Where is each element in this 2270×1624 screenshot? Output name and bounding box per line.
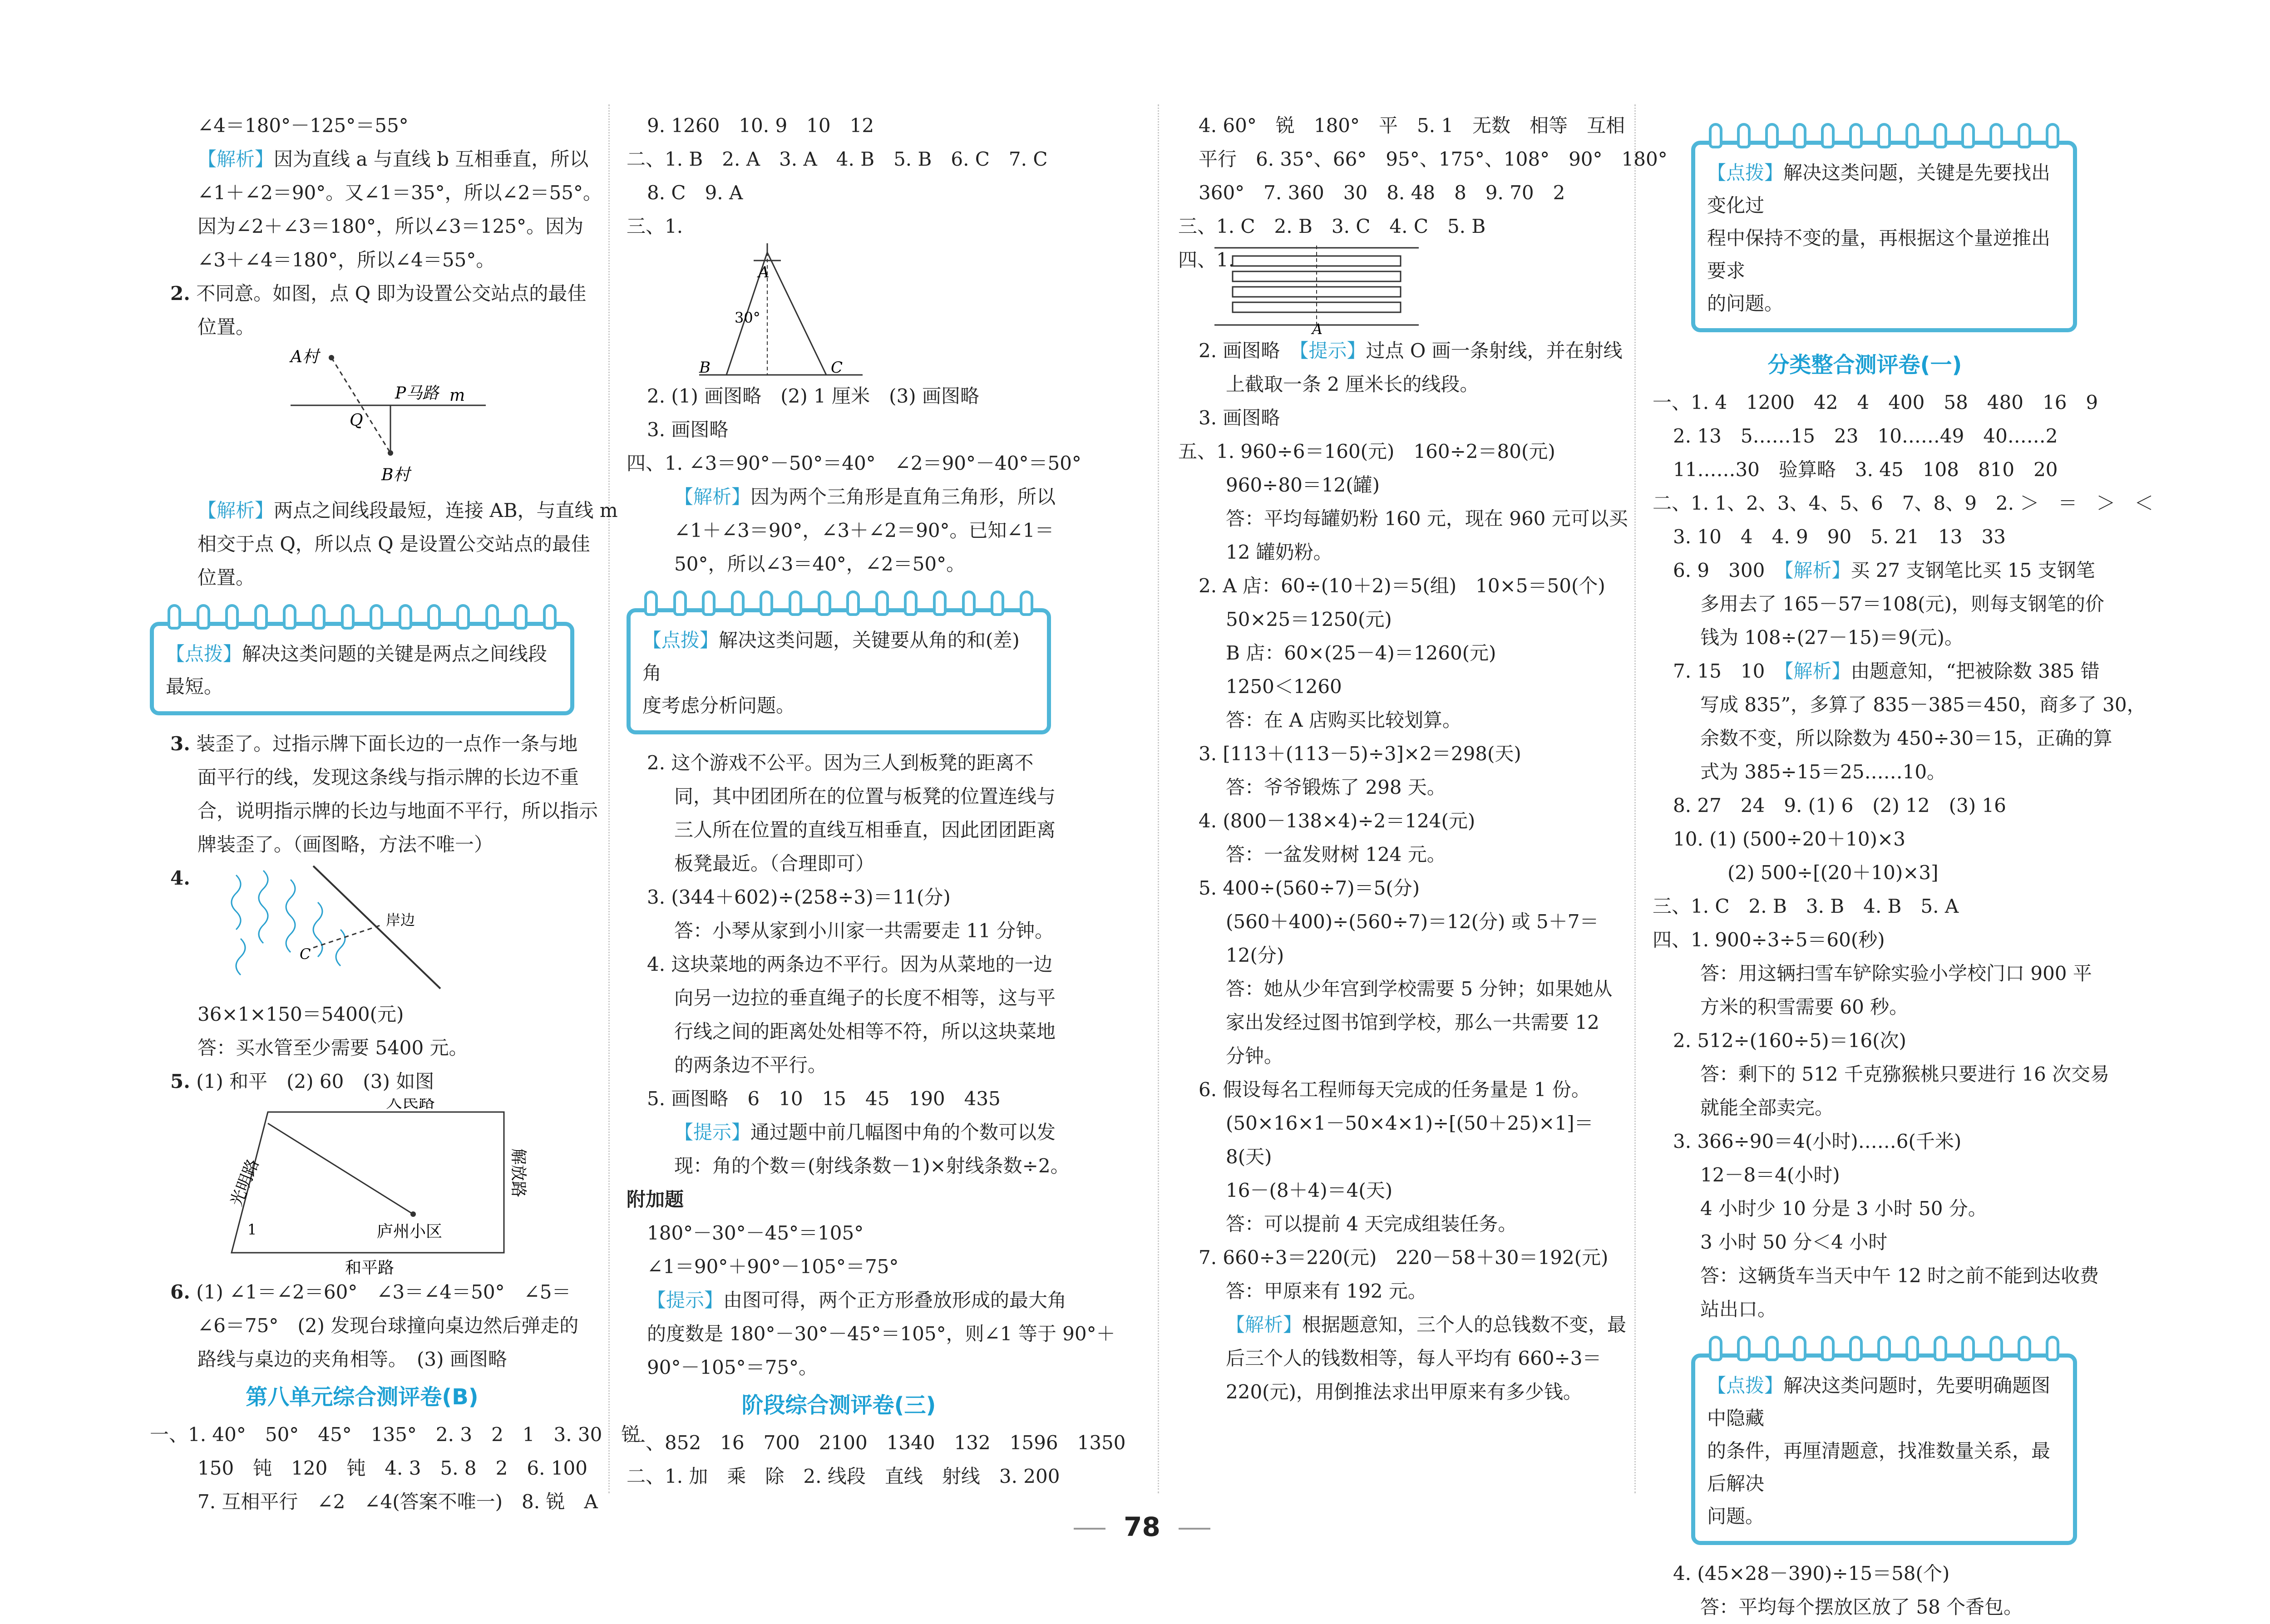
column-1	[150, 109, 641, 1519]
bus-stop-diagram	[150, 344, 574, 494]
answer-line: 答：可以提前 4 天完成组装任务。	[1226, 1213, 1517, 1235]
answer-line: 的两条边不平行。	[674, 1054, 827, 1076]
tip-box	[627, 608, 1051, 734]
answer-line: 3. (344＋602)÷(258÷3)＝11(分)	[647, 886, 951, 908]
answer-line: 行线之间的距离处处相等不符，所以这块菜地	[674, 1020, 1056, 1043]
answer-line	[627, 1284, 1067, 1317]
answer-line: 2. 512÷(160÷5)＝16(次)	[1673, 1029, 1906, 1052]
answer-line: 位置。	[197, 316, 255, 338]
answer-line: 分钟。	[1226, 1045, 1283, 1067]
community-label: 庐州小区	[377, 1222, 443, 1241]
answer-line: 三人所在位置的直线互相垂直，因此团团距离	[674, 819, 1056, 841]
answer-line: 1250＜1260	[1226, 675, 1342, 698]
answer-line	[150, 494, 618, 527]
section-title: 第八单元综合测评卷(B)	[246, 1384, 479, 1410]
answer-line: 3. [113＋(113－5)÷3]×2＝298(天)	[1199, 743, 1521, 765]
answer-line: B 店：60×(25－4)＝1260(元)	[1226, 642, 1496, 664]
question-number: 5.	[170, 1070, 190, 1093]
tip-tag: 【点拨】	[1707, 1374, 1784, 1397]
answer-text: 买 27 支钢笔比买 15 支钢笔	[1851, 559, 2095, 581]
point-q-label: Q	[350, 411, 363, 430]
answer-line: 7. 互相平行 ∠2 ∠4(答案不唯一) 8. 锐 A	[197, 1491, 598, 1513]
section-title: 阶段综合测评卷(三)	[741, 1393, 936, 1418]
answer-text: 过点 O 画一条射线，并在射线	[1366, 340, 1623, 362]
answer-line: 5. 画图略 6 10 15 45 190 435	[647, 1088, 1001, 1110]
tip-text: 度考虑分析问题。	[642, 694, 795, 717]
answer-line: 答：她从少年宫到学校需要 5 分钟；如果她从	[1226, 978, 1613, 1000]
tip-text: 最短。	[166, 675, 223, 698]
answer-line: 9. 1260 10. 9 10 12	[647, 114, 874, 137]
tip-text: 解决这类问题时，先要明确题图中隐藏	[1707, 1374, 2051, 1429]
answer-line: 960÷80＝12(罐)	[1226, 474, 1380, 496]
answer-text: 通过题中前几幅图中角的个数可以发	[750, 1121, 1056, 1143]
question-number: 4.	[170, 867, 190, 889]
answer-line: 因为∠2＋∠3＝180°，所以∠3＝125°。因为	[197, 215, 584, 237]
answer-line: 360° 7. 360 30 8. 48 8 9. 70 2	[1199, 182, 1565, 204]
answer-line: 3. 画图略	[1199, 407, 1280, 429]
answer-line: 路线与桌边的夹角相等。 (3) 画图略	[197, 1348, 507, 1370]
answer-line: 四、1. 900÷3÷5＝60(秒)	[1653, 929, 1885, 951]
answer-line: 3 小时 50 分＜4 小时	[1700, 1231, 1888, 1253]
river-figure	[150, 861, 574, 998]
answer-line: 答：剩下的 512 千克猕猴桃只要进行 16 次交易	[1700, 1063, 2110, 1085]
answer-line: ∠1＝90°＋90°－105°＝75°	[647, 1255, 899, 1278]
page-number	[0, 1511, 2270, 1542]
answer-text: 因为直线 a 与直线 b 互相垂直，所以	[274, 148, 589, 170]
street-left: 光明路	[227, 1156, 263, 1209]
analysis-tag: 【解析】	[1226, 1314, 1303, 1336]
answer-line: 答：爷爷锻炼了 298 天。	[1226, 776, 1446, 798]
answer-text: (1) 和平 (2) 60 (3) 如图	[196, 1070, 434, 1093]
street-map-figure	[150, 1098, 574, 1275]
road-label: P马路	[395, 384, 439, 403]
answer-line: 答：在 A 店购买比较划算。	[1226, 709, 1462, 731]
answer-text: 6. 9 300	[1673, 559, 1765, 581]
answer-line: (2) 500÷[(20＋10)×3]	[1727, 861, 1939, 884]
answer-line: 后三个人的钱数相等，每人平均有 660÷3＝	[1226, 1347, 1602, 1369]
answer-line: 2. (1) 画图略 (2) 1 厘米 (3) 画图略	[647, 385, 980, 407]
hint-tag: 【提示】	[647, 1289, 724, 1311]
answer-line: 10. (1) (500÷20＋10)×3	[1673, 828, 1905, 850]
answer-line: 3. 10 4 4. 9 90 5. 21 13 33	[1673, 526, 2006, 548]
tip-tag: 【点拨】	[166, 643, 242, 665]
angle-1-label: 1	[247, 1221, 257, 1238]
answer-line: ∠6＝75° (2) 发现台球撞向桌边然后弹走的	[197, 1314, 579, 1337]
column-3	[1178, 109, 1668, 1409]
answer-text: 装歪了。过指示牌下面长边的一点作一条与地	[196, 733, 578, 755]
answer-line: ∠3＋∠4＝180°，所以∠4＝55°。	[197, 249, 495, 271]
answer-line	[150, 277, 587, 310]
answer-line: 板凳最近。（合理即可）	[674, 852, 875, 875]
answer-text: (1) ∠1＝∠2＝60° ∠3＝∠4＝50° ∠5＝	[196, 1281, 571, 1303]
answer-line: 答：这辆货车当天中午 12 时之前不能到达收费	[1700, 1265, 2099, 1287]
answer-text: 2. 画图略	[1199, 340, 1280, 362]
answer-line: 2. 13 5……15 23 10……49 40……2	[1673, 425, 2058, 447]
vertex-b: B	[699, 359, 711, 377]
answer-line: 8. C 9. A	[647, 182, 743, 204]
column-divider	[608, 104, 610, 1493]
tip-tag: 【点拨】	[642, 629, 719, 651]
answer-line: 家出发经过图书馆到学校，那么一共需要 12	[1226, 1011, 1599, 1033]
answer-text: 7. 15 10	[1673, 660, 1765, 682]
answer-line: 四、1.	[1178, 249, 1235, 271]
answer-line: 答：买水管至少需要 5400 元。	[197, 1037, 468, 1059]
question-number: 6.	[170, 1281, 190, 1303]
answer-line	[150, 727, 578, 761]
triangle-diagram	[627, 243, 1051, 379]
answer-line: 三、1. C 2. B 3. B 4. B 5. A	[1653, 895, 1959, 917]
answer-line: 合，说明指示牌的长边与地面不平行，所以指示	[197, 800, 598, 822]
river-diagram	[150, 861, 574, 998]
answer-line	[1653, 554, 2095, 587]
answer-line: 150 钝 120 钝 4. 3 5. 8 2 6. 100	[197, 1457, 587, 1479]
answer-line	[1653, 655, 2100, 688]
answer-line	[1178, 1308, 1627, 1342]
analysis-tag: 【解析】	[1784, 559, 1851, 581]
street-map	[150, 1098, 574, 1275]
analysis-tag: 【解析】	[674, 486, 751, 508]
line-m-label: m	[449, 386, 465, 405]
answer-line: 同，其中团团所在的位置与板凳的位置连线与	[674, 785, 1056, 807]
answer-line: (50×16×1－50×4×1)÷[(50＋25)×1]＝	[1226, 1112, 1594, 1134]
section-title: 分类整合测评卷(一)	[1767, 352, 1962, 378]
street-top: 人民路	[386, 1098, 435, 1112]
bus-stop-figure	[150, 344, 574, 494]
triangle-figure	[627, 243, 1051, 379]
bonus-heading: 附加题	[627, 1188, 684, 1211]
answer-line: 3. 画图略	[647, 418, 729, 441]
hint-tag: 【提示】	[1299, 340, 1366, 362]
answer-line: 相交于点 Q，所以点 Q 是设置公交站点的最佳	[197, 533, 590, 555]
column-divider	[1634, 104, 1636, 1493]
vertex-c: C	[831, 359, 843, 377]
question-number: 3.	[170, 733, 190, 755]
answer-line: 4. (800－138×4)÷2＝124(元)	[1199, 810, 1476, 832]
answer-line: 4. 60° 锐 180° 平 5. 1 无数 相等 互相	[1199, 114, 1625, 137]
answer-line: 12 罐奶粉。	[1226, 541, 1332, 563]
answer-line: 6. 假设每名工程师每天完成的任务量是 1 份。	[1199, 1078, 1590, 1101]
answer-line: 90°－105°＝75°。	[647, 1356, 818, 1378]
answer-line: 式为 385÷15＝25……10。	[1700, 761, 1946, 783]
binder-rings	[168, 604, 557, 632]
answer-line: 的度数是 180°－30°－45°＝105°，则∠1 等于 90°＋	[647, 1323, 1115, 1345]
answer-line: 7. 660÷3＝220(元) 220－58＋30＝192(元)	[1199, 1246, 1609, 1269]
point-a-label: A	[1312, 320, 1323, 334]
answer-line: 位置。	[197, 566, 255, 589]
column-4	[1653, 109, 2154, 1624]
answer-line: 4 小时少 10 分是 3 小时 50 分。	[1700, 1197, 1987, 1220]
answer-line: 220(元)，用倒推法求出甲原来有多少钱。	[1226, 1381, 1582, 1403]
answer-line	[1178, 334, 1623, 368]
answer-line: 多用去了 165－57＝108(元)，则每支钢笔的价	[1700, 593, 2104, 615]
answer-line: 50°，所以∠3＝40°，∠2＝50°。	[674, 553, 966, 575]
tip-box	[150, 622, 574, 715]
answer-line	[150, 1275, 574, 1309]
answer-line: 余数不变，所以除数为 450÷30＝15，正确的算	[1700, 727, 2112, 749]
page-number-dash	[1074, 1528, 1105, 1530]
village-b-label: B村	[381, 466, 410, 484]
column-divider	[1158, 104, 1159, 1493]
answer-line: 答：一盆发财树 124 元。	[1226, 843, 1446, 866]
tip-text: 的条件，再厘清题意，找准数量关系，最后解决	[1707, 1440, 2051, 1495]
bank-label: 岸边	[386, 911, 415, 929]
tip-text: 问题。	[1707, 1505, 1765, 1527]
answer-line: 16－(8＋4)＝4(天)	[1226, 1179, 1393, 1201]
answer-line	[627, 480, 1056, 514]
point-c-label: C	[300, 945, 311, 963]
answer-line	[150, 143, 589, 176]
column-2	[627, 109, 1126, 1493]
answer-line: 牌装歪了。（画图略，方法不唯一）	[197, 833, 493, 856]
answer-line: 二、1. 1、2、3、4、5、6 7、8、9 2. ＞ ＝ ＞ ＜	[1653, 492, 2154, 514]
binder-rings	[1709, 123, 2059, 151]
answer-line: 11……30 验算略 3. 45 108 810 20	[1673, 458, 2058, 481]
analysis-tag: 【解析】	[197, 499, 274, 522]
answer-line: 面平行的线，发现这条线与指示牌的长边不重	[197, 766, 579, 788]
answer-line: 12(分)	[1226, 944, 1284, 966]
answer-line: 4. (45×28－390)÷15＝58(个)	[1673, 1562, 1950, 1585]
answer-line: 8. 27 24 9. (1) 6 (2) 12 (3) 16	[1673, 794, 2006, 817]
analysis-tag: 【解析】	[197, 148, 274, 170]
tip-text: 的问题。	[1707, 292, 1784, 315]
angle-label: 30°	[735, 309, 760, 326]
binder-rings	[1709, 1336, 2059, 1364]
answer-line: 三、1.	[627, 215, 683, 237]
answer-line: 答：小琴从家到小川家一共需要走 11 分钟。	[674, 920, 1054, 942]
answer-line: 平行 6. 35°、66° 95°、175°、108° 90° 180°	[1199, 148, 1668, 170]
tip-tag: 【点拨】	[1707, 162, 1784, 184]
answer-line: 答：平均每罐奶粉 160 元，现在 960 元可以买	[1226, 507, 1628, 530]
answer-line: 答：平均每个摆放区放了 58 个香包。	[1700, 1596, 2023, 1618]
answer-line: 站出口。	[1700, 1298, 1777, 1320]
answer-line: 5. 400÷(560÷7)＝5(分)	[1199, 877, 1420, 899]
answer-line: 8(天)	[1226, 1146, 1272, 1168]
answer-line: 2. 这个游戏不公平。因为三人到板凳的距离不	[647, 752, 1034, 774]
parallel-lines-diagram	[1178, 243, 1603, 334]
tip-text: 解决这类问题，关键是先要找出变化过	[1707, 162, 2051, 217]
answer-line: 四、1. ∠3＝90°－50°＝40° ∠2＝90°－40°＝50°	[627, 452, 1081, 474]
answer-line: 二、1. B 2. A 3. A 4. B 5. B 6. C 7. C	[627, 148, 1048, 170]
tip-box	[1691, 141, 2077, 332]
answer-line: 2. A 店：60÷(10＋2)＝5(组) 10×5＝50(个)	[1199, 575, 1605, 597]
village-a-label: A村	[291, 348, 319, 366]
question-number: 2.	[170, 282, 190, 305]
answer-text: 两点之间线段最短，连接 AB，与直线 m	[274, 499, 618, 522]
answer-line: 答：甲原来有 192 元。	[1226, 1280, 1427, 1302]
street-right: 解放路	[509, 1148, 528, 1198]
page-number-dash	[1179, 1528, 1210, 1530]
answer-line: 上截取一条 2 厘米长的线段。	[1226, 373, 1479, 395]
answer-line: 180°－30°－45°＝105°	[647, 1222, 864, 1244]
answer-line	[627, 1116, 1056, 1149]
hint-tag: 【提示】	[674, 1121, 751, 1143]
tip-text: 程中保持不变的量，再根据这个量逆推出要求	[1707, 227, 2051, 282]
street-bottom: 和平路	[345, 1259, 395, 1275]
answer-line: 就能全部卖完。	[1700, 1097, 1834, 1119]
answer-text: 根据题意知，三个人的总钱数不变，最	[1302, 1314, 1627, 1336]
answer-line: 写成 835”，多算了 835－385＝450，商多了 30，	[1700, 694, 2146, 716]
answer-text: 不同意。如图，点 Q 即为设置公交站点的最佳	[196, 282, 587, 305]
vertex-a: A	[758, 263, 770, 281]
binder-rings	[644, 591, 1033, 619]
answer-line: 一、1. 4 1200 42 4 400 58 480 16 9	[1653, 391, 2098, 413]
answer-line: 4. 这块菜地的两条边不平行。因为从菜地的一边	[647, 953, 1053, 975]
answer-line: 3. 366÷90＝4(小时)……6(千米)	[1673, 1130, 1962, 1152]
answer-text: 由题意知，“把被除数 385 错	[1851, 660, 2100, 682]
answer-line: 答：用这辆扫雪车铲除实验小学校门口 900 平	[1700, 962, 2092, 984]
analysis-tag: 【解析】	[1784, 660, 1851, 682]
tip-text: 解决这类问题的关键是两点之间线段	[242, 643, 548, 665]
answer-text: 由图可得，两个正方形叠放形成的最大角	[723, 1289, 1067, 1311]
parallel-lines-figure	[1178, 243, 1603, 334]
answer-line: 钱为 108÷(27－15)＝9(元)。	[1700, 626, 1964, 649]
answer-line: 向另一边拉的垂直绳子的长度不相等，这与平	[674, 987, 1056, 1009]
answer-line	[150, 1065, 574, 1098]
answer-line: 50×25＝1250(元)	[1226, 608, 1392, 630]
answer-line: ∠4＝180°－125°＝55°	[197, 114, 409, 137]
answer-line: ∠1＋∠3＝90°，∠3＋∠2＝90°。已知∠1＝	[674, 519, 1054, 541]
answer-text: 因为两个三角形是直角三角形，所以	[750, 486, 1056, 508]
page-number-text: 78	[1124, 1511, 1160, 1542]
answer-line: ∠1＋∠2＝90°。又∠1＝35°，所以∠2＝55°。	[197, 182, 602, 204]
answer-line: 二、1. 加 乘 除 2. 线段 直线 射线 3. 200	[627, 1465, 1060, 1487]
answer-line: 现：角的个数＝(射线条数－1)×射线条数÷2。	[674, 1155, 1070, 1177]
answer-line: 方米的积雪需要 60 秒。	[1700, 996, 1909, 1018]
tip-text: 解决这类问题，关键要从角的和(差)角	[642, 629, 1020, 684]
answer-line: 36×1×150＝5400(元)	[197, 1003, 404, 1025]
answer-line: 12－8＝4(小时)	[1700, 1164, 1840, 1186]
answer-line: 一、1. 40° 50° 45° 135° 2. 3 2 1 3. 30 锐	[150, 1423, 641, 1446]
answer-line: 五、1. 960÷6＝160(元) 160÷2＝80(元)	[1178, 440, 1555, 463]
answer-line: (560＋400)÷(560÷7)＝12(分) 或 5＋7＝	[1226, 910, 1599, 933]
answer-line: 三、1. C 2. B 3. C 4. C 5. B	[1178, 215, 1486, 237]
answer-line: 一、852 16 700 2100 1340 132 1596 1350	[627, 1432, 1126, 1454]
